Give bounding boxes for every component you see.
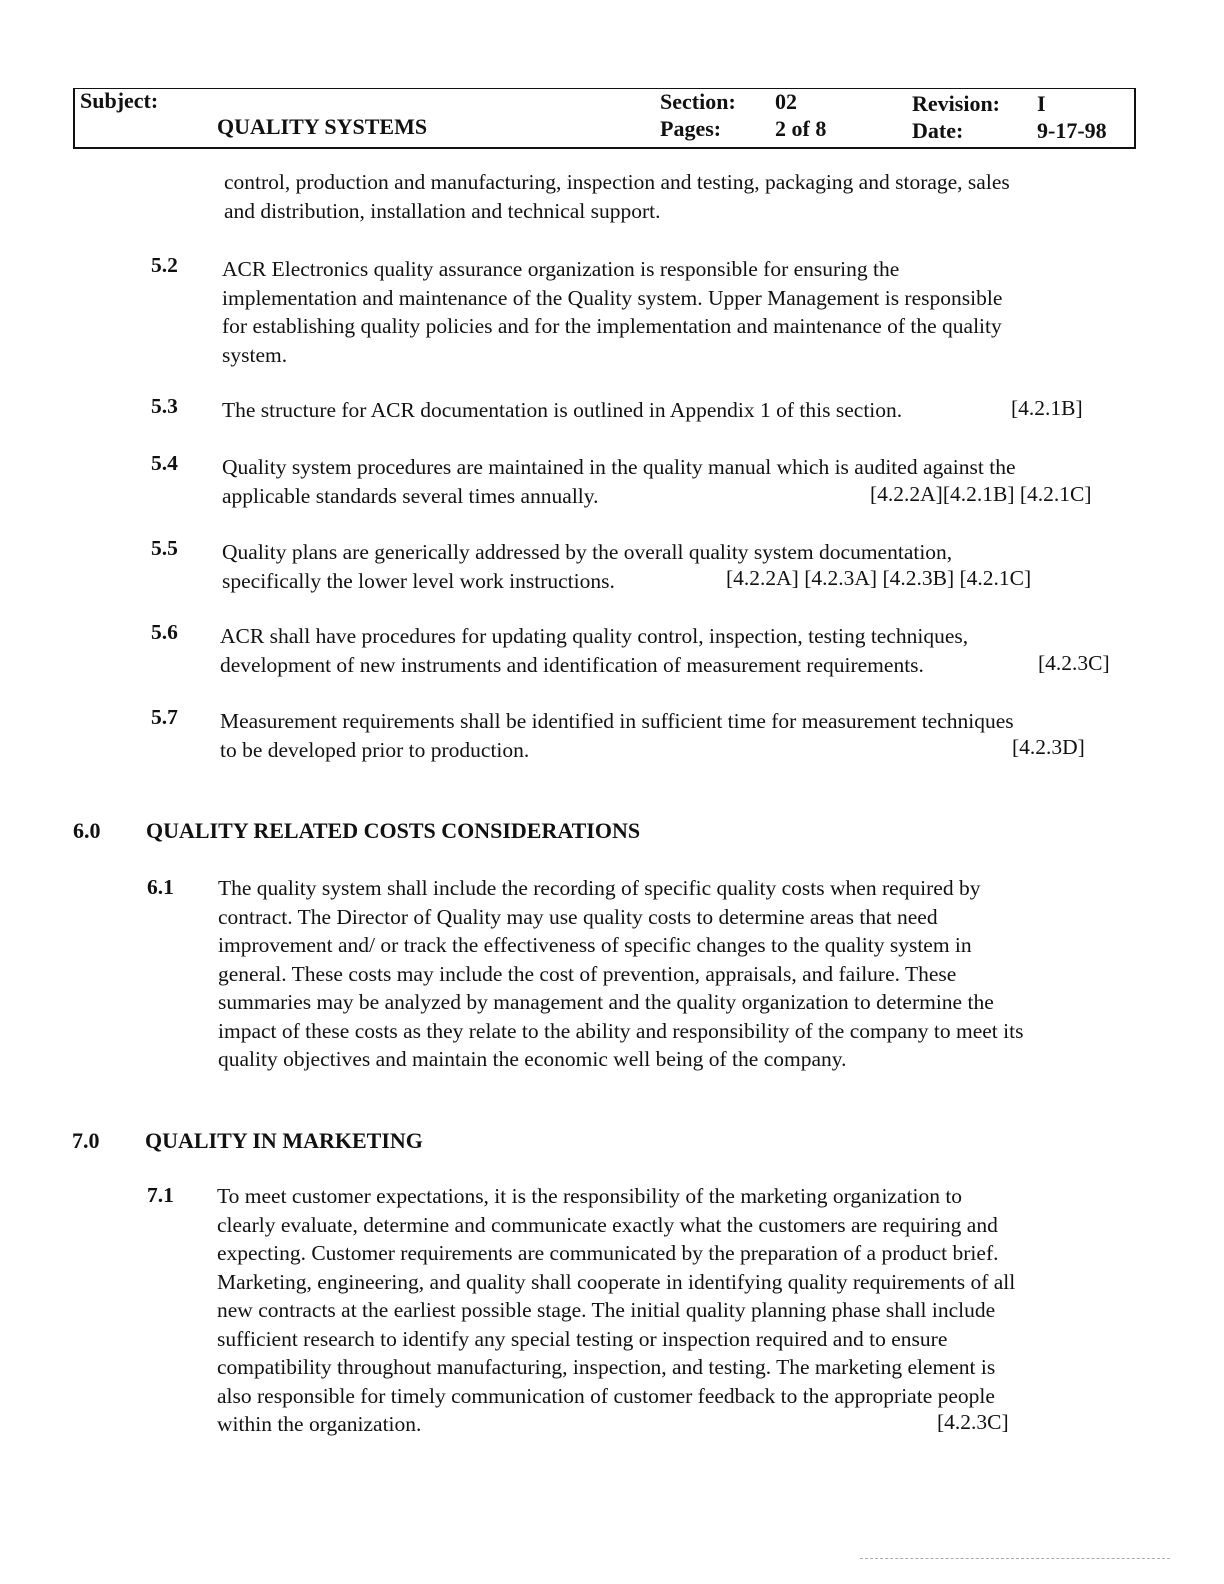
standard-reference: [4.2.2A][4.2.1B] [4.2.1C] (870, 482, 1092, 506)
item-paragraph-5-2 (222, 255, 1002, 369)
text-line: compatibility throughout manufacturing, inspection, and testing. The marketing element is (217, 1355, 996, 1379)
standard-reference: [4.2.3C] (937, 1410, 1009, 1434)
item-number: 5.5 (151, 536, 178, 560)
item-paragraph-5-7 (220, 707, 1014, 764)
item-number: 6.1 (147, 875, 174, 899)
section-number: 6.0 (73, 818, 101, 843)
text-line: to be developed prior to production. (220, 737, 530, 762)
standard-reference: [4.2.3C] (1038, 651, 1110, 675)
text-line: The structure for ACR documentation is outlined in Appendix 1 of this section. (222, 398, 903, 422)
subject-value: QUALITY SYSTEMS (217, 114, 428, 139)
subject-label: Subject: (80, 88, 159, 113)
text-line: applicable standards several times annually. (222, 483, 599, 508)
text-line: contract. The Director of Quality may use quality costs to determine areas that need (218, 904, 938, 929)
standard-reference: [4.2.1B] (1011, 396, 1083, 420)
text-line: ACR shall have procedures for updating quality control, inspection, testing techniques, (220, 624, 969, 648)
item-number: 5.7 (151, 705, 178, 729)
text-line: within the organization. (217, 1412, 422, 1436)
item-paragraph-5-3 (222, 396, 902, 425)
pages-label: Pages: (660, 116, 722, 141)
item-paragraph-5-6 (220, 622, 968, 679)
section-heading: QUALITY IN MARKETING (145, 1128, 423, 1153)
revision-value: I (1037, 91, 1046, 116)
item-number: 5.6 (151, 620, 178, 644)
text-line: development of new instruments and identification of measurement requirements. (220, 652, 924, 677)
text-line: also responsible for timely communication of customer feedback to the appropriate people (217, 1383, 995, 1408)
text-line: and distribution, installation and technical support. (224, 198, 661, 223)
text-line: specifically the lower level work instructions. (222, 568, 615, 593)
standard-reference: [4.2.2A] [4.2.3A] [4.2.3B] [4.2.1C] (726, 566, 1032, 590)
text-line: sufficient research to identify any special testing or inspection required and to ensure (217, 1326, 948, 1351)
section-label: Section: (660, 89, 736, 114)
text-line: expecting. Customer requirements are communicated by the preparation of a product brief. (217, 1241, 999, 1265)
text-line: impact of these costs as they relate to the ability and responsibility of the company to meet its (218, 1018, 1024, 1043)
text-line: Quality plans are generically addressed by the overall quality system documentation, (222, 540, 953, 564)
text-line: The quality system shall include the recording of specific quality costs when required by (218, 876, 981, 900)
section-heading: QUALITY RELATED COSTS CONSIDERATIONS (146, 818, 641, 843)
item-number: 7.1 (147, 1183, 174, 1207)
text-line: improvement and/ or track the effectiveness of specific changes to the quality system in (218, 933, 972, 957)
pages-value: 2 of 8 (775, 116, 827, 141)
text-line: To meet customer expectations, it is the responsibility of the marketing organization to (217, 1184, 963, 1208)
item-number: 5.4 (151, 451, 178, 475)
item-number: 5.2 (151, 253, 178, 277)
text-line: ACR Electronics quality assurance organization is responsible for ensuring the (222, 257, 900, 281)
text-line: clearly evaluate, determine and communicate exactly what the customers are requiring and (217, 1212, 998, 1237)
revision-label: Revision: (912, 91, 1000, 116)
date-label: Date: (912, 118, 964, 143)
continuation-paragraph (224, 168, 1010, 225)
text-line: for establishing quality policies and for the implementation and maintenance of the quality (222, 314, 1002, 338)
text-line: general. These costs may include the cost of prevention, appraisals, and failure. These (218, 961, 957, 986)
text-line: Quality system procedures are maintained in the quality manual which is audited against the (222, 455, 1016, 479)
text-line: new contracts at the earliest possible stage. The initial quality planning phase shall include (217, 1298, 996, 1322)
text-line: system. (222, 342, 288, 367)
text-line: Marketing, engineering, and quality shall cooperate in identifying quality requirements of all (217, 1269, 1016, 1294)
text-line: quality objectives and maintain the economic well being of the company. (218, 1047, 847, 1071)
item-paragraph-6-1 (218, 874, 1023, 1074)
section-number: 7.0 (72, 1128, 100, 1153)
text-line: summaries may be analyzed by management and the quality organization to determine the (218, 990, 994, 1014)
scan-artifact-line (860, 1558, 1170, 1559)
text-line: control, production and manufacturing, inspection and testing, packaging and storage, sales (224, 170, 1010, 194)
standard-reference: [4.2.3D] (1012, 735, 1085, 759)
section-value: 02 (775, 89, 797, 114)
date-value: 9-17-98 (1037, 118, 1107, 143)
text-line: Measurement requirements shall be identified in sufficient time for measurement techniques (220, 709, 1014, 733)
item-paragraph-7-1 (217, 1182, 1015, 1439)
item-number: 5.3 (151, 394, 178, 418)
text-line: implementation and maintenance of the Quality system. Upper Management is responsible (222, 285, 1003, 310)
